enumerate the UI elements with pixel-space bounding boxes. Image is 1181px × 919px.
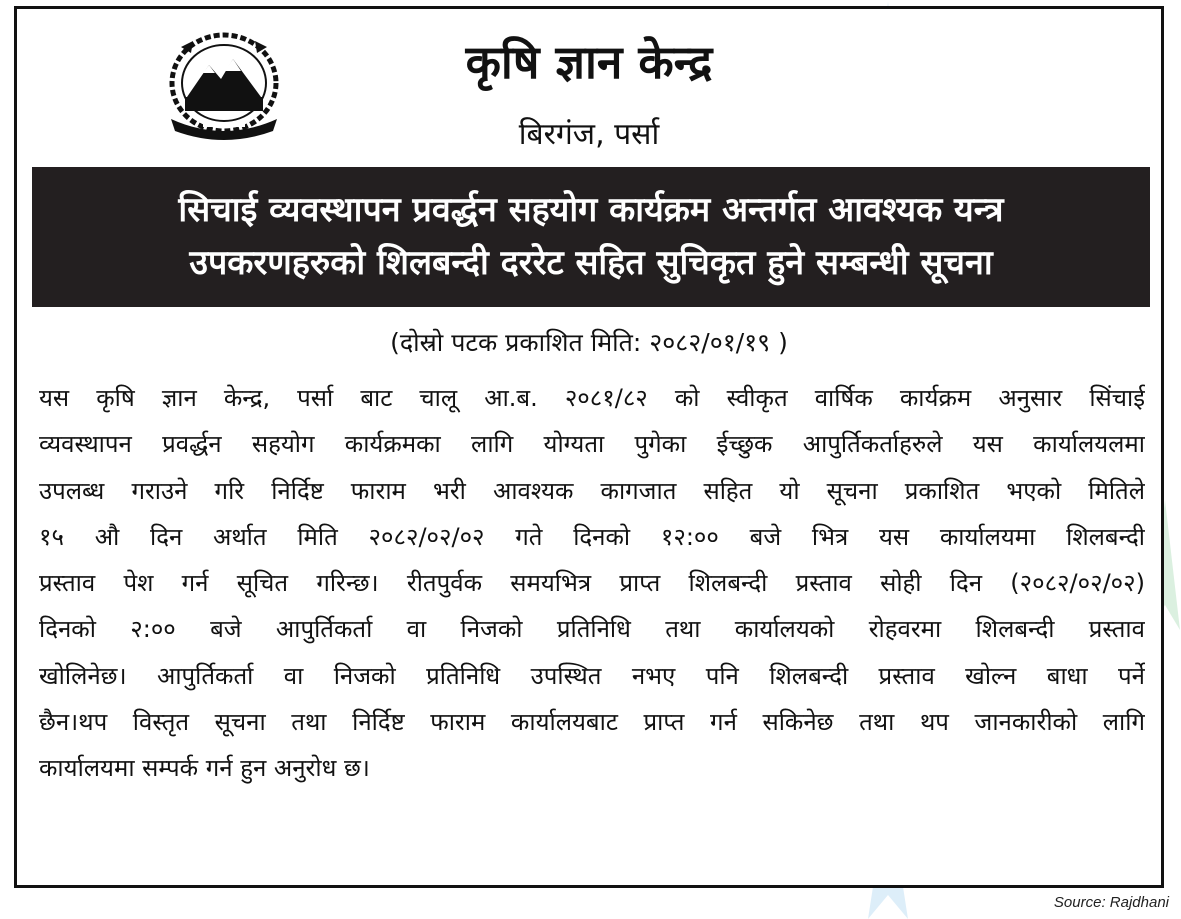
notice-body xyxy=(39,375,1145,792)
body-line: व्यवस्थापन प्रवर्द्धन सहयोग कार्यक्रमका लागि योग्यता पुगेका ईच्छुक आपुर्तिकर्ताहरुले यस कार्यालयलमा xyxy=(39,430,1145,459)
body-line: १५ औ दिन अर्थात मिति २०८२/०२/०२ गते दिनको १२:०० बजे भित्र यस कार्यालयमा शिलबन्दी xyxy=(39,522,1145,551)
body-line: खोलिनेछ। आपुर्तिकर्ता वा निजको प्रतिनिधि उपस्थित नभए पनि शिलबन्दी प्रस्ताव खोल्न बाधा पर्ने xyxy=(39,661,1145,690)
office-location: बिरगंज, पर्सा xyxy=(518,117,660,152)
notice-title-band xyxy=(32,167,1150,307)
notice-title-line-2: उपकरणहरुको शिलबन्दी दररेट सहित सुचिकृत हुने सम्बन्धी सूचना xyxy=(189,243,993,283)
source-credit: Source: Rajdhani xyxy=(1053,894,1169,911)
body-line: छैन।थप विस्तृत सूचना तथा निर्दिष्ट फाराम कार्यालयबाट प्राप्त गर्न सकिनेछ तथा थप जानकारीको लागि xyxy=(39,708,1145,737)
notice-title-line-1: सिचाई व्यवस्थापन प्रवर्द्धन सहयोग कार्यक्रम अन्तर्गत आवश्यक यन्त्र xyxy=(178,190,1004,231)
notice-frame xyxy=(14,6,1164,888)
body-line-last: कार्यालयमा सम्पर्क गर्न हुन अनुरोध छ। xyxy=(39,754,370,783)
body-line: प्रस्ताव पेश गर्न सूचित गरिन्छ। रीतपुर्वक समयभित्र प्राप्त शिलबन्दी प्रस्ताव सोही दिन (२०८२/०२/०२) xyxy=(39,569,1145,598)
office-name: कृषि ज्ञान केन्द्र xyxy=(465,35,713,89)
body-line: यस कृषि ज्ञान केन्द्र, पर्सा बाट चालू आ.ब. २०८१/८२ को स्वीकृत वार्षिक कार्यक्रम अनुसार सिंचाई xyxy=(39,384,1145,412)
body-line: उपलब्ध गराउने गरि निर्दिष्ट फाराम भरी आवश्यक कागजात सहित यो सूचना प्रकाशित भएको मितिले xyxy=(39,476,1145,505)
publish-date: (दोस्रो पटक प्रकाशित मिति: २०८२/०१/१९ ) xyxy=(390,328,788,357)
body-line: दिनको २:०० बजे आपुर्तिकर्ता वा निजको प्रतिनिधि तथा कार्यालयको रोहवरमा शिलबन्दी प्रस्ताव xyxy=(39,615,1145,644)
